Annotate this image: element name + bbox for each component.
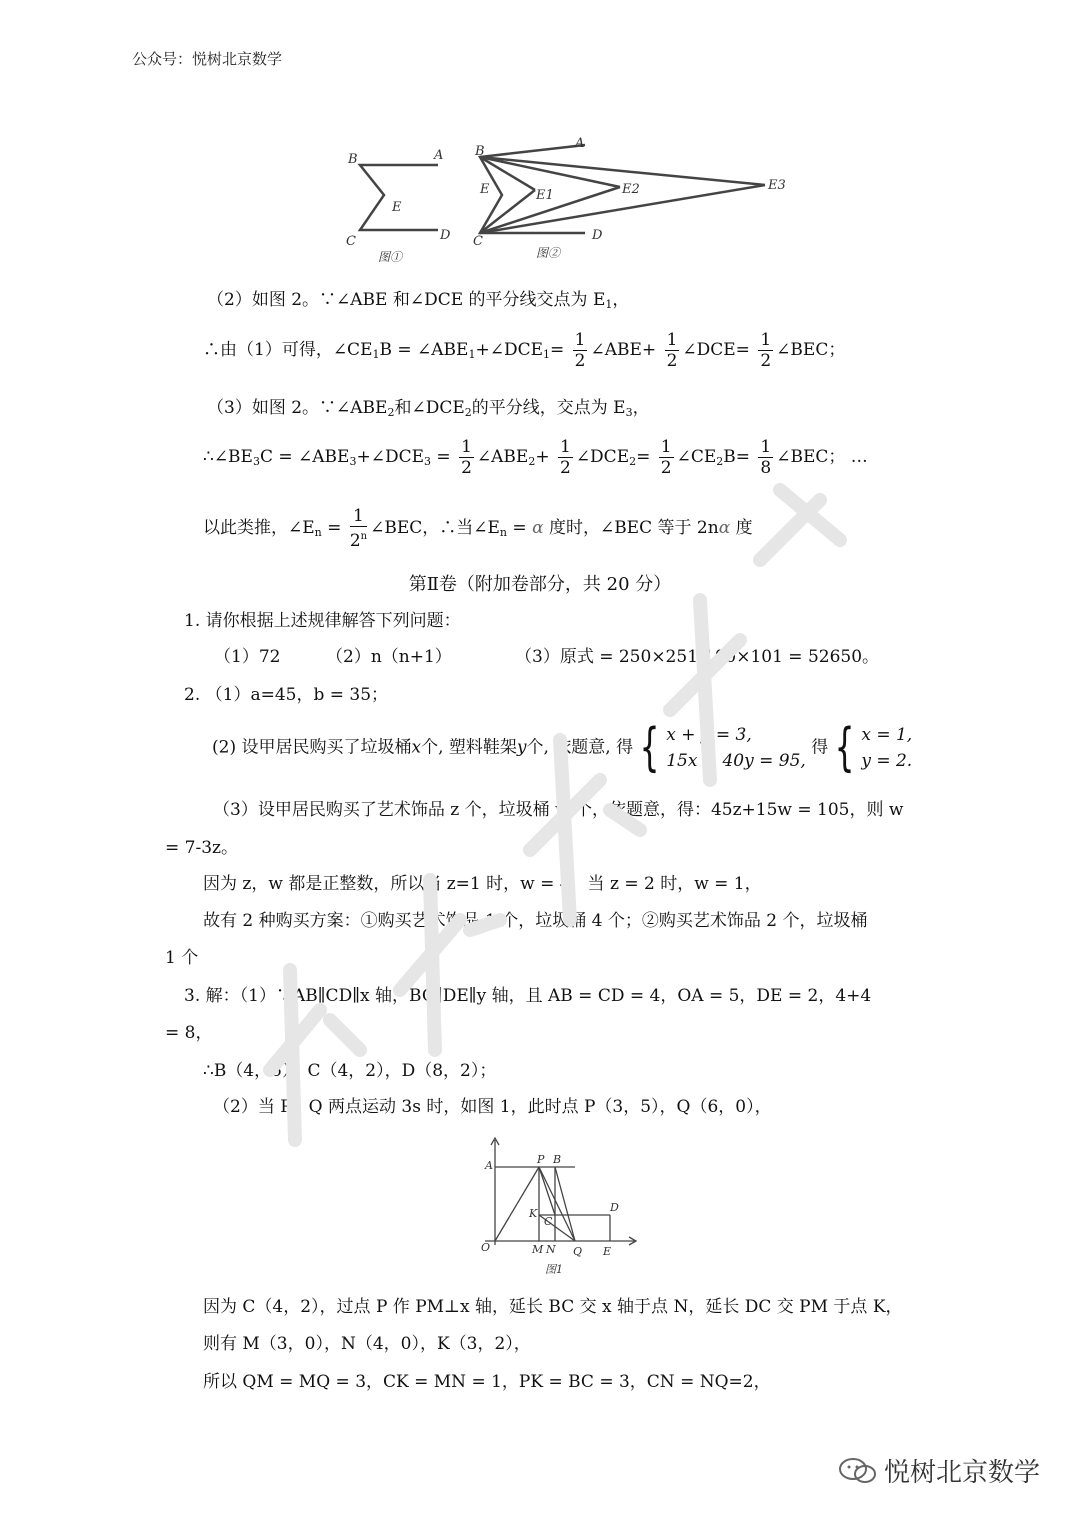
solution-line-4: $\therefore\angle BE_3C$ = $\angle ABE_3+\angle DCE_3$ = $\frac{1}{2}$ $\angle ABE_2+$ $\frac{1}{2}$ $\angle DCE_2=$ $\frac{1}{2}$ $\angle CE_2B=$ $\frac{1}{8}$ ∠BEC； … [203,437,868,478]
q3-answer-1-cont: = 8， [165,1023,213,1043]
solution-line-1: （2）如图 2。∵∠ABE 和∠DCE 的平分线交点为 $E_1$， [207,290,630,311]
label-b1: B [348,152,358,167]
solution-line-3: （3）如图 2。$\because\angle ABE_2$和$\angle DCE_2$的平分线，交点为 $E_3$， [207,398,650,419]
label-c1: C [346,234,356,249]
fig2-caption: 图② [536,246,561,260]
q1-answer-2: （2）n（n+1） [326,647,452,667]
label-d1: D [440,228,451,243]
q3-answer-4: 因为 C（4，2），过点 P 作 PM⊥x 轴，延长 BC 交 x 轴于点 N，延长 DC 交 PM 于点 K， [203,1297,903,1317]
coord-label-d: D [610,1201,619,1214]
coord-label-k: K [529,1207,538,1220]
q2-answer-4: 因为 z，w 都是正整数，所以当 z=1 时，w = 4，当 z = 2 时，w = 1， [203,874,762,894]
coord-label-q: Q [573,1245,583,1258]
q1-answer-1: （1）72 [214,647,281,667]
q3-answer-3: （2）当 P，Q 两点运动 3s 时，如图 1，此时点 P（3，5），Q（6，0）， [213,1097,772,1117]
coord-label-n: N [546,1243,556,1256]
coord-label-m: M [532,1243,544,1256]
q2-answer-5-cont: 1 个 [165,948,199,968]
q1-prompt: 1. 请你根据上述规律解答下列问题： [184,611,461,631]
fig1-caption: 图① [378,250,403,264]
q3-answer-2: ∴B（4，5），C（4，2），D（8，2）； [203,1061,497,1081]
coord-label-e: E [603,1245,612,1258]
coord-label-p: P [537,1153,545,1166]
label-a2: A [575,136,585,151]
solution-line-5: 以此类推，$\angle E_n$ = $\frac{1}{2^n}$ ∠BEC，∴当$\angle E_n = \alpha$ 度时，∠BEC 等于 2nα 度 [203,506,753,551]
label-e2-2: E2 [622,182,640,197]
coord-caption: 图1 [545,1263,563,1276]
label-e2-3: E3 [768,178,786,193]
label-e2-1: E1 [536,188,554,203]
label-a1: A [434,148,444,163]
q2-answer-2: (2) 设甲居民购买了垃圾桶x个, 塑料鞋架y个, 依题意, 得 { x + y = 3, 15x + 40y = 95, 得 { x = 1, y = 2. [212,718,913,778]
label-d2: D [592,228,603,243]
coord-label-o: O [481,1241,491,1254]
section-title: 第Ⅱ卷（附加卷部分，共 20 分） [408,574,672,595]
coord-label-b: B [553,1153,562,1166]
q3-answer-1: 3. 解：（1）∵AB∥CD∥x 轴，BC∥DE∥y 轴，且 AB = CD = 4，OA = 5，DE = 2，4+4 [184,986,872,1006]
label-e2: E [480,182,490,197]
coord-label-c: C [544,1215,553,1228]
q3-answer-5: 则有 M（3，0），N（4，0），K（3，2）， [203,1334,531,1354]
page-header: 公众号：悦树北京数学 [132,50,283,68]
q2-answer-1: 2. （1）a=45，b = 35； [184,685,389,705]
label-b2: B [475,144,485,159]
label-c2: C [473,234,483,249]
q3-answer-6: 所以 QM = MQ = 3，CK = MN = 1，PK = BC = 3，CN = NQ=2， [203,1372,771,1392]
q2-answer-5: 故有 2 种购买方案：①购买艺术饰品 1 个，垃圾桶 4 个；②购买艺术饰品 2 个，垃圾桶 [203,911,868,931]
q2-answer-3-cont: = 7-3z。 [165,838,238,858]
solution-line-2: ∴由（1）可得，$\angle CE_1B$ = $\angle ABE_1+\angle DCE_1=$ $\frac{1}{2}$ ∠ABE+ $\frac{1}{2}$ ∠DCE= $\frac{1}{2}$ ∠BEC； [203,330,846,371]
geometry-figure-top [330,135,800,270]
label-e1: E [392,200,402,215]
coord-label-a: A [485,1159,493,1172]
coordinate-figure [475,1135,645,1280]
brand-watermark [838,1452,1040,1489]
q2-answer-3: （3）设甲居民购买了艺术饰品 z 个，垃圾桶 w 个，依题意，得：45z+15w = 105，则 w [213,800,904,820]
wechat-icon [838,1456,878,1486]
q1-answer-3: （3）原式 = 250×251-100×101 = 52650。 [515,647,880,667]
brand-name: 悦树北京数学 [883,1458,1040,1488]
